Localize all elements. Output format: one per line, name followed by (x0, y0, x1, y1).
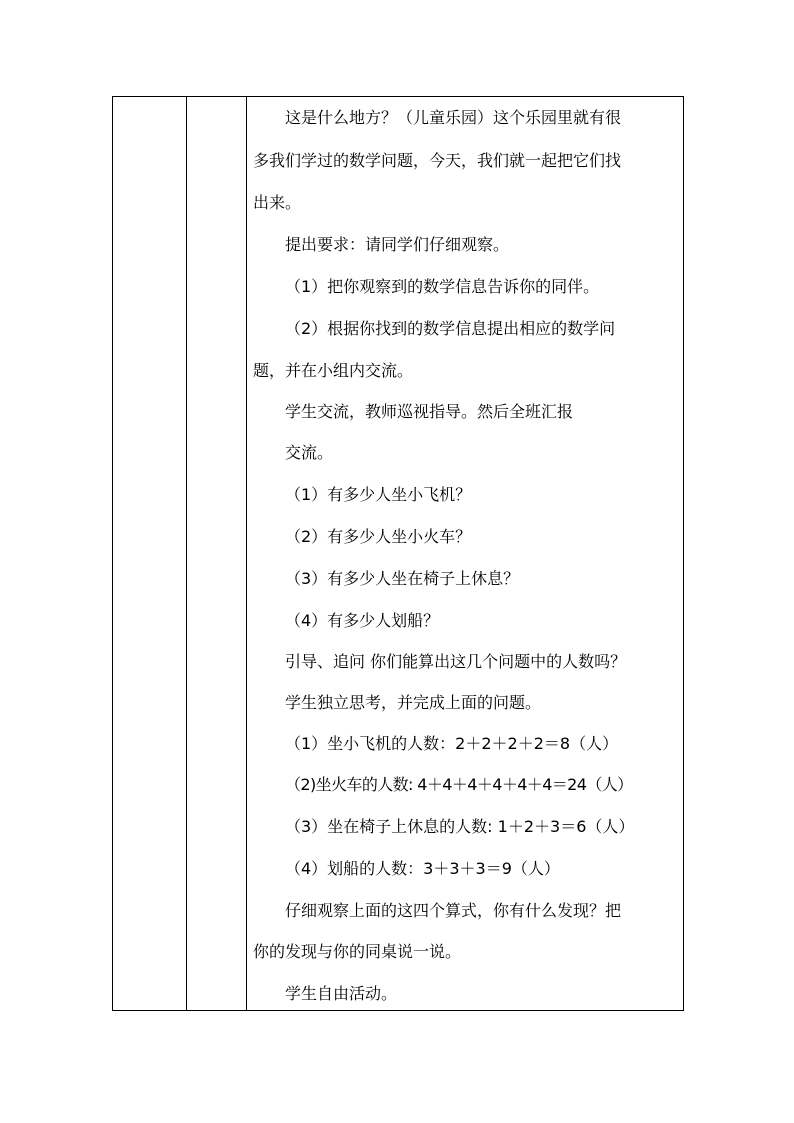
paragraph-line: 仔细观察上面的这四个算式，你有什么发现？把 (285, 901, 622, 920)
list-item: （2)坐火车的人数: 4＋4＋4＋4＋4＋4＝24（人） (285, 775, 633, 794)
list-item: （3）坐在椅子上休息的人数: 1＋2＋3＝6（人） (285, 817, 635, 836)
paragraph-line: 学生独立思考，并完成上面的问题。 (285, 693, 542, 712)
column-divider-1 (186, 97, 187, 1010)
paragraph-line: 题，并在小组内交流。 (253, 361, 414, 380)
paragraph-line: 多我们学过的数学问题，今天，我们就一起把它们找 (253, 151, 622, 170)
list-item: （2）根据你找到的数学信息提出相应的数学问 (285, 319, 616, 338)
list-item: （1）把你观察到的数学信息告诉你的同伴。 (285, 277, 600, 296)
paragraph-line: 提出要求：请同学们仔细观察。 (285, 235, 510, 254)
list-item: （2）有多少人坐小火车？ (285, 527, 472, 546)
list-item: （1）坐小飞机的人数：2＋2＋2＋2＝8（人） (285, 734, 619, 753)
paragraph-line: 这是什么地方？（儿童乐园）这个乐园里就有很 (285, 108, 622, 127)
paragraph-line: 你的发现与你的同桌说一说。 (253, 942, 462, 961)
list-item: （3）有多少人坐在椅子上休息？ (285, 569, 520, 588)
list-item: （1）有多少人坐小飞机？ (285, 485, 472, 504)
list-item: （4）有多少人划船？ (285, 611, 440, 630)
lesson-content-cell (247, 97, 683, 1010)
paragraph-line: 出来。 (253, 193, 302, 212)
paragraph-line: 引导、追问 你们能算出这几个问题中的人数吗？ (285, 652, 627, 671)
lesson-table (112, 96, 684, 1011)
paragraph-line: 交流。 (285, 443, 334, 462)
list-item: （4）划船的人数：3＋3＋3＝9（人） (285, 859, 560, 878)
paragraph-line: 学生交流，教师巡视指导。然后全班汇报 (285, 402, 574, 421)
paragraph-line: 学生自由活动。 (285, 984, 398, 1003)
